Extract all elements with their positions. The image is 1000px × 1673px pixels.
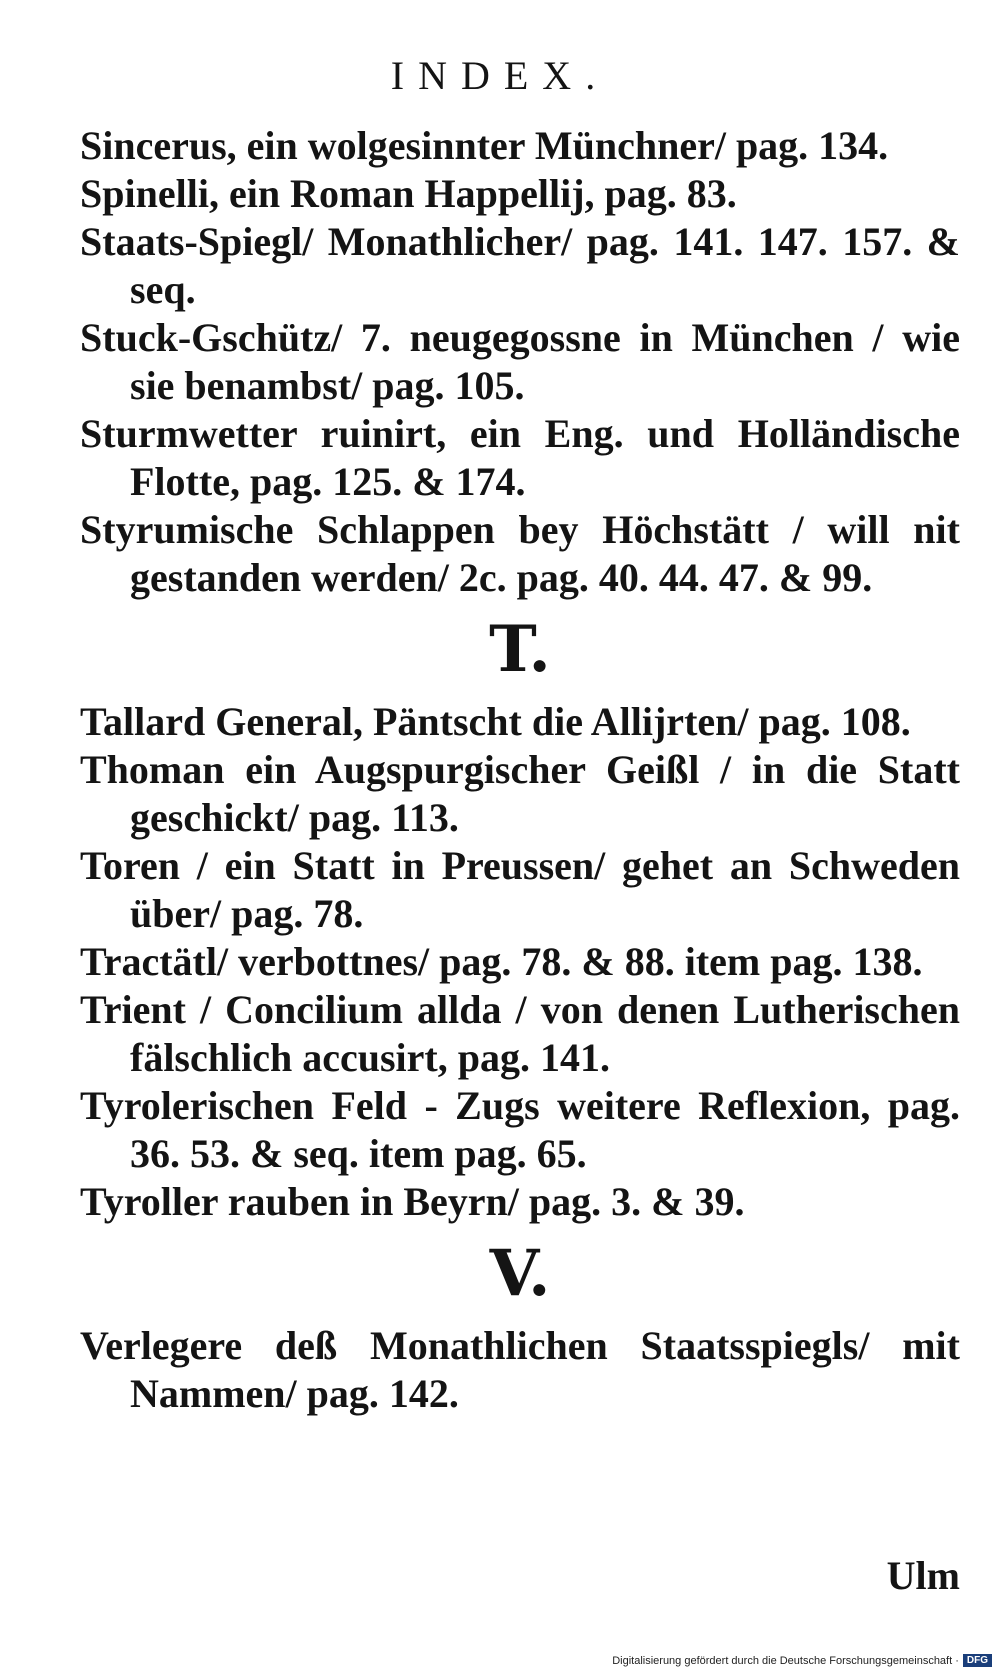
footer-text: Digitalisierung gefördert durch die Deutsche Forschungsgemeinschaft · xyxy=(612,1654,959,1667)
index-entry: Spinelli, ein Roman Happellij, pag. 83. xyxy=(80,171,737,216)
index-entry: Thoman ein Augspurgischer Geißl / in die Statt geschickt/ pag. 113. xyxy=(80,747,960,840)
dfg-logo-icon: DFG xyxy=(963,1654,992,1667)
digitization-footer xyxy=(612,1654,992,1667)
index-entry: Verlegere deß Monathlichen Staatsspiegls/ mit Nammen/ pag. 142. xyxy=(80,1323,960,1416)
index-entry: Styrumische Schlappen bey Höchstätt / will nit gestanden werden/ 2c. pag. 40. 44. 47. & 99. xyxy=(80,507,960,600)
section-letter-v: V. xyxy=(489,1236,551,1311)
index-entry: Sincerus, ein wolgesinnter Münchner/ pag. 134. xyxy=(80,123,889,168)
index-entry: Tractätl/ verbottnes/ pag. 78. & 88. item pag. 138. xyxy=(80,939,923,984)
page-header: INDEX. xyxy=(390,53,610,98)
index-entry: Stuck-Gschütz/ 7. neugegossne in München / wie sie benambst/ pag. 105. xyxy=(80,315,960,408)
index-entry: Tyroller rauben in Beyrn/ pag. 3. & 39. xyxy=(80,1179,745,1224)
index-entries xyxy=(80,122,960,1418)
index-entry: Tyrolerischen Feld - Zugs weitere Reflexion, pag. 36. 53. & seq. item pag. 65. xyxy=(80,1083,960,1176)
index-entry: Sturmwetter ruinirt, ein Eng. und Holländische Flotte, pag. 125. & 174. xyxy=(80,411,960,504)
index-entry: Trient / Concilium allda / von denen Lutherischen fälschlich accusirt, pag. 141. xyxy=(80,987,960,1080)
index-entry: Toren / ein Statt in Preussen/ gehet an Schweden über/ pag. 78. xyxy=(80,843,960,936)
catchword: Ulm xyxy=(886,1553,960,1598)
section-letter-t: T. xyxy=(489,612,551,687)
index-entry: Tallard General, Päntscht die Allijrten/ pag. 108. xyxy=(80,699,911,744)
index-entry: Staats-Spiegl/ Monathlicher/ pag. 141. 147. 157. & seq. xyxy=(80,219,960,312)
